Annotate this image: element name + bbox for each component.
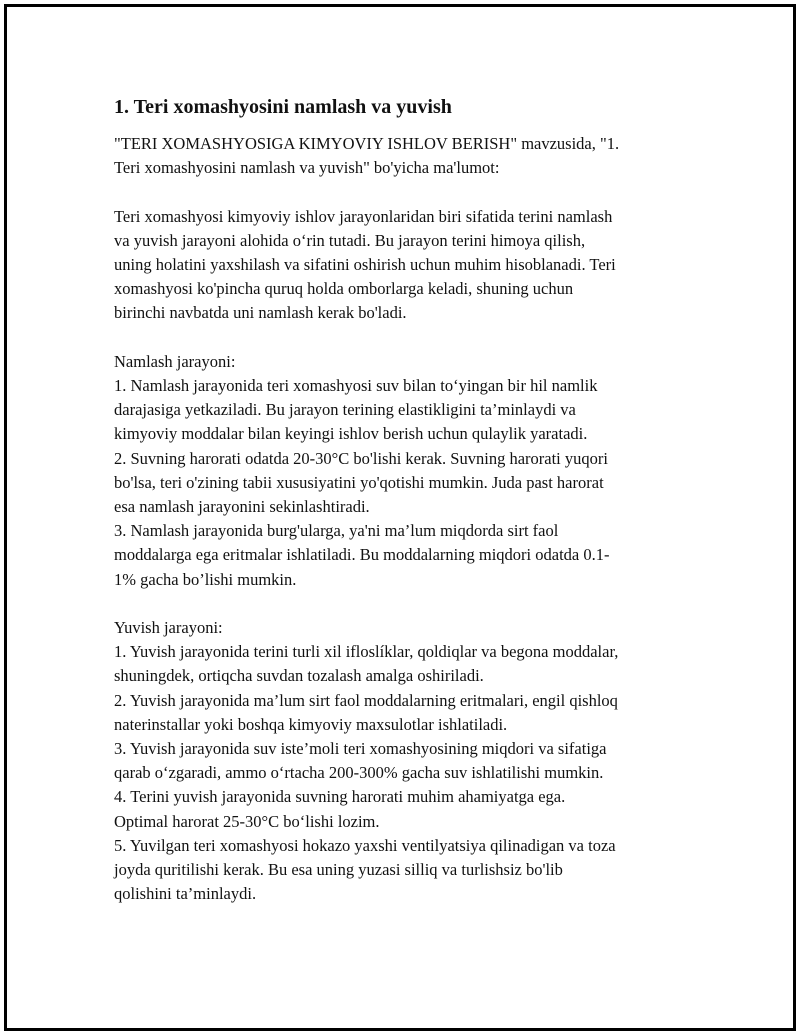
namlash-item-3: 3. Namlash jarayonida burg'ularga, ya'ni ma’lum miqdorda sirt faol moddalarga ega eritmalar ishlatiladi. Bu moddalarning miqdori odatda 0.1- 1% gacha bo’lishi mumkin. [114, 521, 610, 589]
yuvish-item-2: 2. Yuvish jarayonida ma’lum sirt faol moddalarning eritmalari, engil qishloq naterinstallar yoki boshqa kimyoviy maxsulotlar ishlatiladi. [114, 690, 618, 734]
spacer [114, 592, 694, 616]
namlash-heading: Namlash jarayoni: [114, 351, 236, 371]
yuvish-item-4: 4. Terini yuvish jarayonida suvning harorati muhim ahamiyatga ega. Optimal harorat 25-30°C bo‘lishi lozim. [114, 787, 566, 831]
paragraph-1: Teri xomashyosi kimyoviy ishlov jarayonlaridan biri sifatida terini namlash va yuvish jarayoni alohida o‘rin tutadi. Bu jarayon terini himoya qilish, uning holatini yaxshilash va sifatini oshirish uchun muhim hisoblanadi. Teri xomashyosi ko'pincha quruq holda omborlarga keladi, shuning uchun birinchi navbatda uni namlash kerak bo'ladi. [114, 206, 616, 323]
spacer [114, 180, 694, 204]
spacer [114, 326, 694, 350]
namlash-item-2: 2. Suvning harorati odatda 20-30°C bo'lishi kerak. Suvning harorati yuqori bo'lsa, teri o'zining tabii xususiyatini yo'qotishi mumkin. Juda past harorat esa namlash jarayonini sekinlashtiradi. [114, 448, 608, 517]
yuvish-item-3: 3. Yuvish jarayonida suv iste’moli teri xomashyosining miqdori va sifatiga qarab o‘zgaradi, ammo o‘rtacha 200-300% gacha suv ishlatilishi mumkin. [114, 739, 607, 783]
yuvish-heading: Yuvish jarayoni: [114, 618, 223, 638]
yuvish-item-5: 5. Yuvilgan teri xomashyosi hokazo yaxshi ventilyatsiya qilinadigan va toza joyda quritilishi kerak. Bu esa uning yuzasi silliq va turlishsiz bo'lib qolishini ta’minlaydi. [114, 835, 616, 904]
document-title: 1. Teri xomashyosini namlash va yuvish [114, 96, 452, 118]
document-body [114, 94, 694, 906]
yuvish-item-1: 1. Yuvish jarayonida terini turli xil ifloslíklar, qoldiqlar va begona moddalar, shuningdek, ortiqcha suvdan tozalash amalga oshiriladi. [114, 642, 619, 686]
intro-text: "TERI XOMASHYOSIGA KIMYOVIY ISHLOV BERISH" mavzusida, "1. Teri xomashyosini namlash va yuvish" bo'yicha ma'lumot: [114, 134, 620, 178]
namlash-item-1: 1. Namlash jarayonida teri xomashyosi suv bilan to‘yingan bir hil namlik darajasiga yetkaziladi. Bu jarayon terining elastikligini ta’minlaydi va kimyoviy moddalar bilan keyingi ishlov berish uchun qulaylik yaratadi. [114, 376, 598, 444]
